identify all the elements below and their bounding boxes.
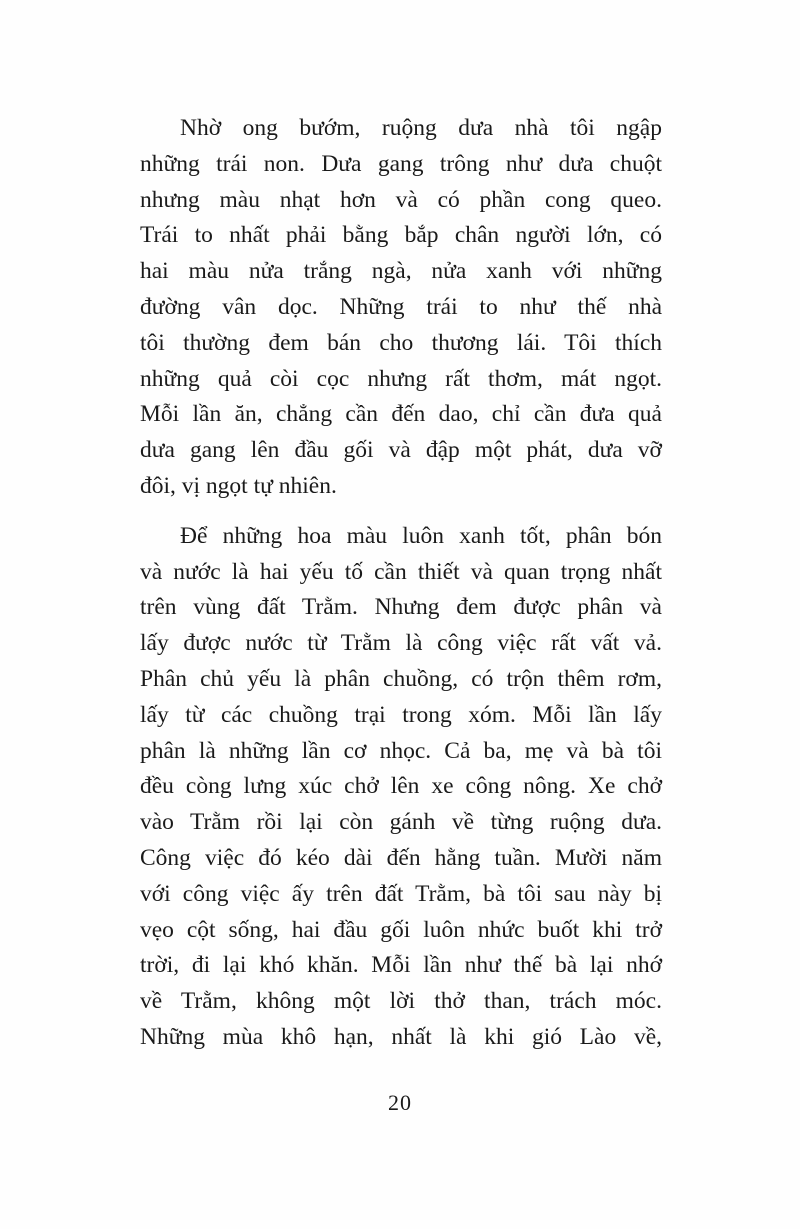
paragraph-1 — [140, 111, 662, 505]
text-line: dưa gang lên đầu gối và đập một phát, dưa vỡ — [140, 437, 662, 464]
text-line: tôi thường đem bán cho thương lái. Tôi thích — [140, 329, 662, 356]
text-line: những quả còi cọc nhưng rất thơm, mát ngọt. — [140, 365, 662, 392]
text-line: nhưng màu nhạt hơn và có phần cong queo. — [140, 186, 662, 213]
text-line: đường vân dọc. Những trái to như thế nhà — [140, 293, 662, 320]
page-number: 20 — [388, 1090, 412, 1115]
text-line: Để những hoa màu luôn xanh tốt, phân bón — [180, 522, 662, 549]
text-line: Công việc đó kéo dài đến hằng tuần. Mười năm — [140, 844, 662, 871]
text-line: hai màu nửa trắng ngà, nửa xanh với những — [140, 258, 662, 285]
text-line: về Trằm, không một lời thở than, trách móc. — [140, 988, 662, 1015]
text-line: Phân chủ yếu là phân chuồng, có trộn thêm rơm, — [140, 665, 662, 692]
text-line: Mỗi lần ăn, chẳng cần đến dao, chỉ cần đưa quả — [140, 401, 662, 428]
text-line: vẹo cột sống, hai đầu gối luôn nhức buốt khi trở — [140, 916, 662, 943]
text-line: lấy từ các chuồng trại trong xóm. Mỗi lần lấy — [140, 701, 662, 728]
paragraph-2 — [140, 519, 662, 1056]
text-line: Nhờ ong bướm, ruộng dưa nhà tôi ngập — [180, 115, 662, 141]
text-line: đều còng lưng xúc chở lên xe công nông. Xe chở — [140, 773, 662, 800]
text-line: Những mùa khô hạn, nhất là khi gió Lào về, — [140, 1023, 662, 1050]
text-line: phân là những lần cơ nhọc. Cả ba, mẹ và bà tôi — [140, 737, 662, 764]
text-line: vào Trằm rồi lại còn gánh về từng ruộng dưa. — [140, 809, 662, 836]
text-line: với công việc ấy trên đất Trằm, bà tôi sau này bị — [140, 880, 662, 907]
text-line: Trái to nhất phải bằng bắp chân người lớn, có — [140, 222, 662, 249]
body-text — [140, 111, 662, 1056]
paragraph-gap — [140, 505, 662, 519]
text-line: những trái non. Dưa gang trông như dưa chuột — [140, 150, 662, 177]
text-line: trời, đi lại khó khăn. Mỗi lần như thế bà lại nhớ — [140, 952, 662, 979]
text-line: và nước là hai yếu tố cần thiết và quan trọng nhất — [140, 558, 662, 585]
text-line: trên vùng đất Trằm. Nhưng đem được phân và — [140, 594, 662, 621]
text-line: đôi, vị ngọt tự nhiên. — [140, 472, 337, 499]
text-line: lấy được nước từ Trằm là công việc rất vất vả. — [140, 630, 662, 657]
